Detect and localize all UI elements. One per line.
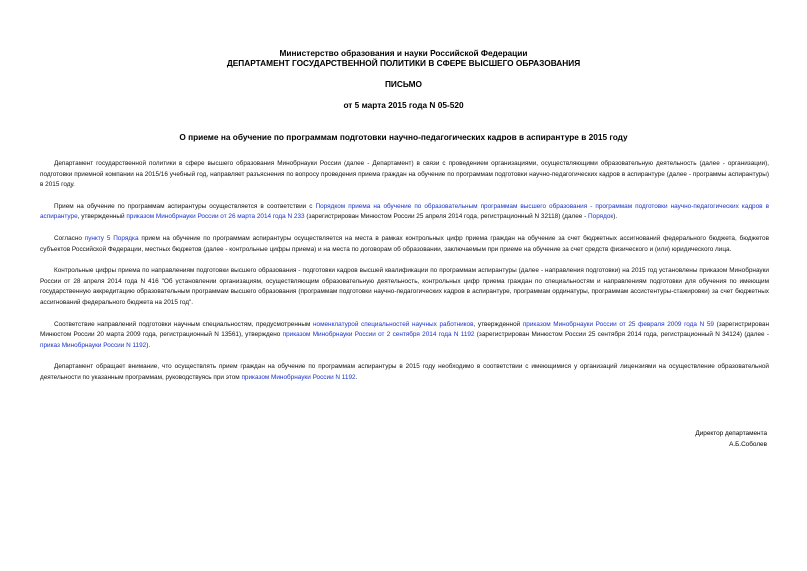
- paragraph-text: Департамент государственной политики в сфере высшего образования Минобрнауки России (далее - Департамент) в связи с проведением организациями, осуществляющими образовательную деятельность (далее - организации), подготовки приемной компании на 2015/16 учебный год, направляет разъяснения по вопросу проведения приема граждан на обучение по программам подготовки научно-педагогических кадров в аспирантуре (далее - программы аспирантуры) в 2015 году.: [40, 160, 769, 189]
- document-body: [40, 159, 769, 395]
- link-order-1192-final[interactable]: приказом Минобрнауки России N 1192: [241, 373, 356, 381]
- paragraph-text: (зарегистрирован Минюстом России 25 сентября 2014 года, регистрационный N 34124) (далее -: [474, 331, 769, 339]
- link-procedure[interactable]: Порядок: [588, 213, 614, 221]
- paragraph-2: [40, 202, 769, 223]
- paragraph-text: прием на обучение по программам аспирантуры осуществляется на места в рамках контрольных цифр приема граждан на обучение за счет бюджетных ассигнований федерального бюджета, бюджетов субъектов Российской Федерации, местных бюджетов (далее - контрольные цифры приема) и на места по договорам об образовании, заключаемым при приеме на обучение за счет средств физического и (или) юридического лица.: [40, 234, 769, 253]
- paragraph-text: .: [355, 373, 358, 381]
- paragraph-text: Департамент обращает внимание, что осуществлять прием граждан на обучение по программам аспирантуры в 2015 году необходимо в соответствии с имеющимися у организаций лицензиями на осуществление образовательной деятельности по указанным программам, руководствуясь при этом: [40, 363, 769, 381]
- paragraph-text: ).: [613, 213, 618, 221]
- department-name: ДЕПАРТАМЕНТ ГОСУДАРСТВЕННОЙ ПОЛИТИКИ В СФЕРЕ ВЫСШЕГО ОБРАЗОВАНИЯ: [226, 57, 581, 68]
- link-order-1192[interactable]: приказом Минобрнауки России от 2 сентября 2014 года N 1192: [282, 331, 475, 339]
- ministry-name: Министерство образования и науки Российской Федерации: [279, 48, 528, 58]
- paragraph-text: ).: [146, 341, 151, 349]
- paragraph-text: Контрольные цифры приема по направлениям подготовки высшего образования - подготовки кадров высшей квалификации по программам аспирантуры (далее - направления подготовки) на 2015 год установлены приказом Минобрнауки России от 28 апреля 2014 года N 416 "Об установлении организациям, осуществляющим образовательную деятельность, контрольных цифр приема граждан по специальностям и направлениям подготовки для обучения по имеющим государственную аккредитацию образовательным программам высшего образования (программам подготовки научно-педагогических кадров в аспирантуре, программам ординатуры, программам ассистентуры-стажировки) за счет бюджетных ассигнований федерального бюджета на 2015 год".: [40, 267, 769, 306]
- paragraph-4: [40, 266, 769, 308]
- paragraph-text: Прием на обучение по программам аспирантуры осуществляется в соответствии с: [54, 202, 316, 210]
- paragraph-text: Соответствие направлений подготовки научным специальностям, предусмотренным: [54, 320, 314, 328]
- paragraph-text: (зарегистрирован Минюстом России 20 марта 2009 года, регистрационный N 13561), утверждено: [40, 320, 769, 339]
- link-order-1192-short[interactable]: приказ Минобрнауки России N 1192: [40, 341, 147, 349]
- paragraph-text: , утвержденной: [473, 320, 523, 328]
- paragraph-text: Согласно: [54, 234, 85, 242]
- link-order-59[interactable]: приказом Минобрнауки России от 25 февраля 2009 года N 59: [522, 320, 714, 328]
- link-procedure-item-5[interactable]: пункту 5 Порядка: [84, 234, 139, 242]
- document-type: ПИСЬМО: [384, 79, 423, 89]
- paragraph-3: [40, 234, 769, 255]
- paragraph-text: , утвержденный: [77, 213, 127, 221]
- link-specialties-nomenclature[interactable]: номенклатурой специальностей научных работников: [313, 320, 474, 328]
- signatory-name: А.Б.Соболев: [729, 440, 767, 448]
- signatory-position: Директор департамента: [695, 430, 767, 437]
- paragraph-1: [40, 159, 769, 191]
- document-subject: О приеме на обучение по программам подготовки научно-педагогических кадров в аспирантуре в 2015 году: [179, 132, 628, 142]
- letter-header: [0, 49, 807, 68]
- document-date-number: от 5 марта 2015 года N 05-520: [343, 100, 464, 110]
- paragraph-5: [40, 320, 769, 352]
- paragraph-6: [40, 362, 769, 383]
- signature-block: [695, 429, 767, 450]
- link-order-233[interactable]: приказом Минобрнауки России от 26 марта 2014 года N 233: [126, 213, 305, 221]
- link-admission-procedure[interactable]: Порядком приема на обучение по образовательным программам высшего образования - программам подготовки научно-педагогических кадров в аспирантуре: [40, 202, 769, 221]
- paragraph-text: (зарегистрирован Минюстом России 25 апреля 2014 года, регистрационный N 32118) (далее -: [304, 213, 589, 221]
